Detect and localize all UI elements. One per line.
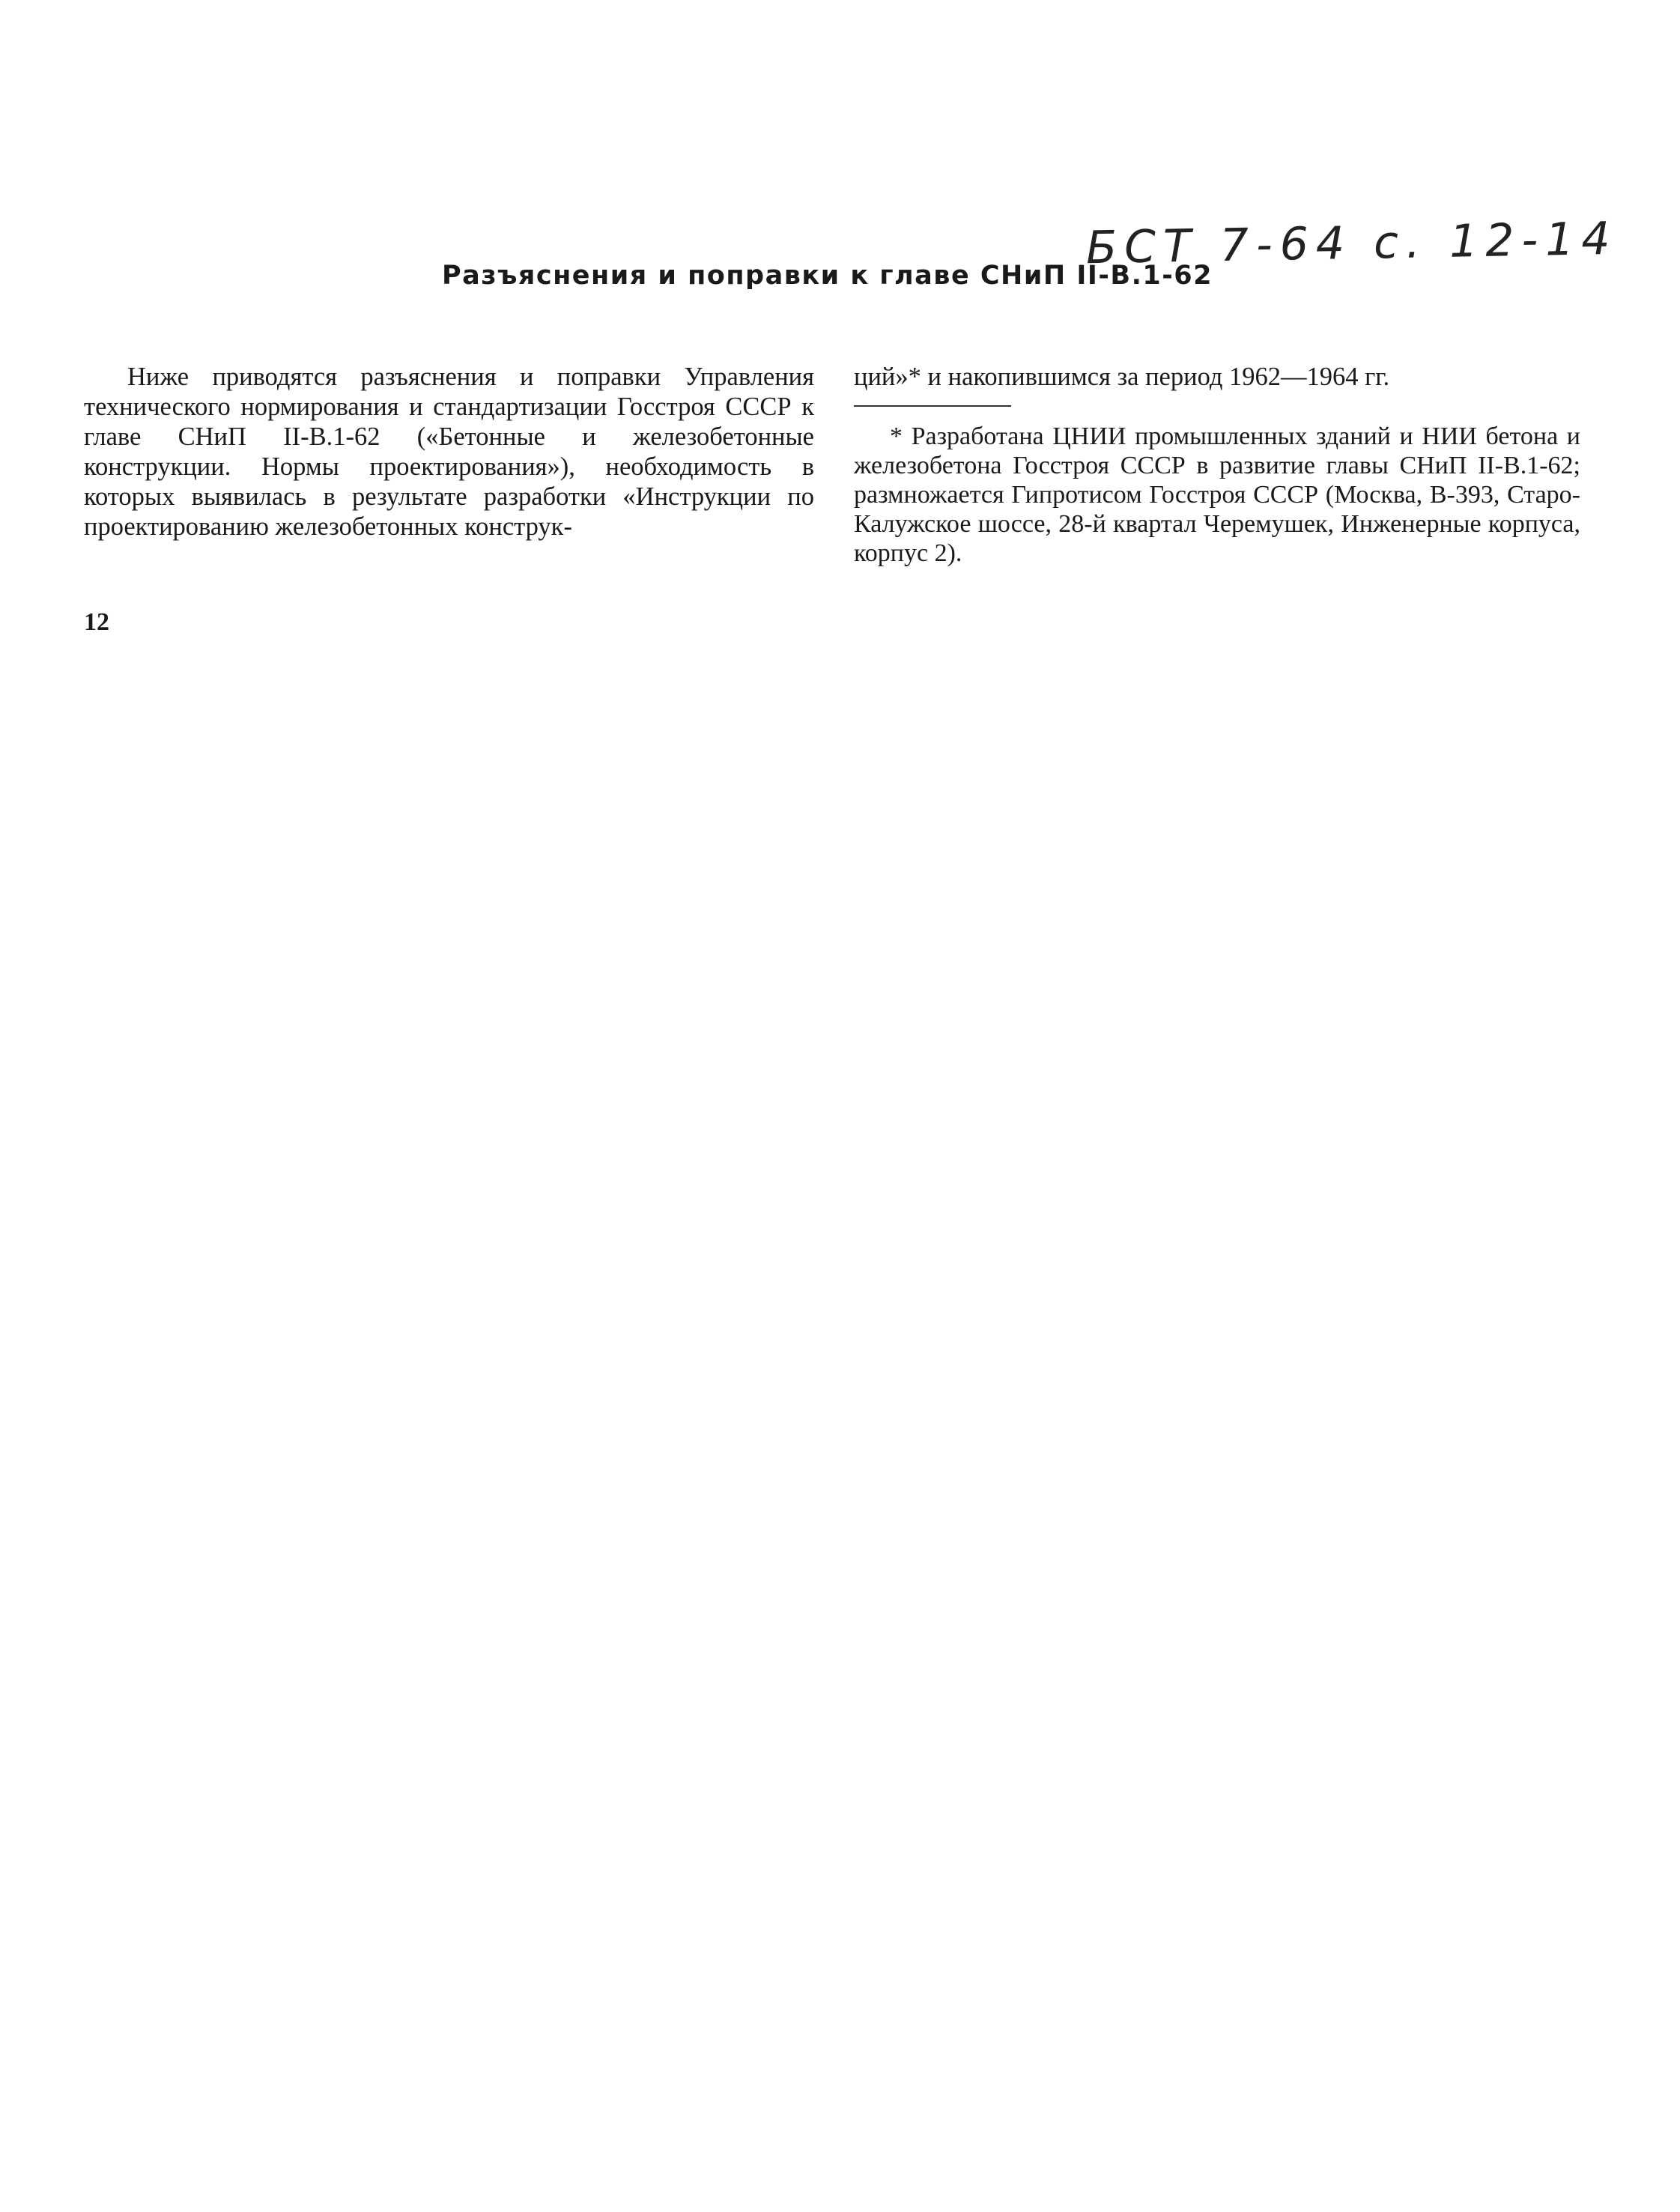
footnote-divider — [854, 405, 1011, 407]
page-title: Разъяснения и поправки к главе СНиП II-В.1-62 — [442, 261, 1213, 291]
continuation-paragraph: ций»* и накопившимся за период 1962—1964 гг. — [854, 363, 1390, 391]
left-column — [84, 362, 814, 542]
handwritten-note: БСТ 7-64 с. 12-14 — [1085, 212, 1619, 275]
footnote: * Разработана ЦНИИ промышленных зданий и НИИ бетона и железобетона Госстроя СССР в развитие главы СНиП II-В.1-62; размножается Гипротисом Госстроя СССР (Москва, В-393, Старо-Калужское шоссе, 28-й квартал Черемушек, Инженерные корпуса, корпус 2). — [854, 422, 1580, 567]
right-column — [854, 362, 1580, 568]
page-number: 12 — [84, 608, 109, 636]
intro-paragraph: Ниже приводятся разъяснения и поправки Управления технического нормирования и стандартизации Госстроя СССР к главе СНиП II-В.1-62 («Бетонные и железобетонные конструкции. Нормы проектирования»), необходимость в которых выявилась в результате разработки «Инструкции по проектированию железобетонных конструк- — [84, 363, 814, 541]
